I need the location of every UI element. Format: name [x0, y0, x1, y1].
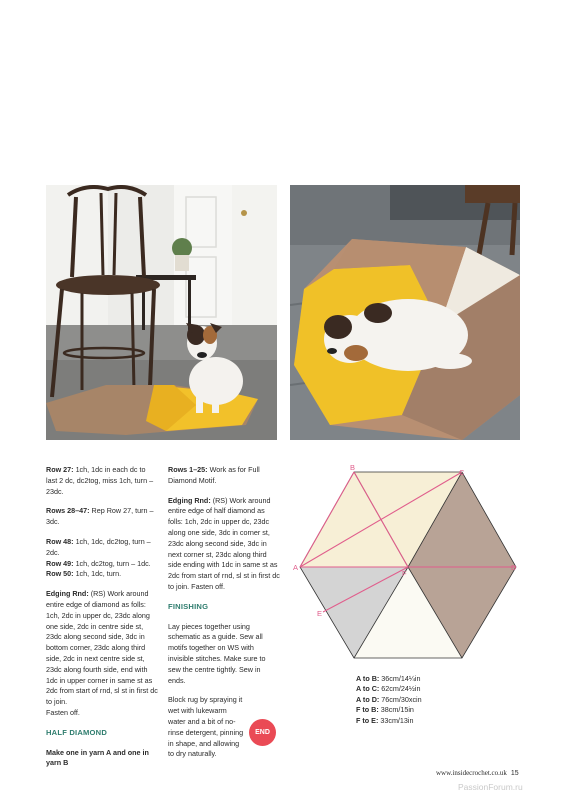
edging-round-paragraph: [46, 589, 158, 719]
half-edging-round-paragraph: [168, 496, 280, 593]
rows-1-25-paragraph: [168, 465, 280, 487]
label-e: E: [317, 609, 323, 618]
blocking-paragraph: Block rug by spraying it wet with lukewarm water and a bit of no-rinse detergent, pinning in shape, and allowing to dry naturally.: [168, 695, 244, 759]
footer-site: www.insidecrochet.co.uk: [436, 769, 507, 777]
measurement-label: A to C:: [356, 684, 380, 694]
page-number: 15: [510, 770, 519, 777]
measurement-value: 33cm/13in: [380, 715, 414, 725]
measurement-label: F to B:: [356, 705, 379, 715]
label-f: F: [402, 569, 407, 578]
measurement-value: 36cm/14¼in: [381, 674, 421, 683]
measurement-row: [356, 684, 422, 694]
half-diamond-subheading: Make one in yarn A and one in yarn B: [46, 747, 149, 768]
end-badge: END: [249, 719, 276, 746]
instructions-column-left: [46, 465, 158, 778]
measurement-label: A to B:: [356, 674, 380, 683]
photo-dog-sitting-on-rug: [46, 185, 277, 440]
half-diamond-heading: HALF DIAMOND: [46, 727, 108, 737]
row-text: 1ch, dc2tog, turn – 1dc.: [75, 558, 151, 568]
measurement-row: [356, 705, 422, 715]
finishing-heading: FINISHING: [168, 601, 209, 611]
finishing-paragraph: Lay pieces together using schematic as a guide. Sew all motifs together on WS with invisible stitches. Make sure to sew the centre tightly. Sew in ends.: [168, 621, 266, 685]
row-text: 1ch, 1dc in each dc to last 2 dc, dc2tog, miss 1ch, turn – 23dc.: [46, 465, 154, 496]
row-text: (RS) Work around entire edge of half diamond as folls: 1ch, 2dc in upper dc, 23dc along one side, 3dc in corner st, 23dc along second side, 3dc in next corner st, 23dc along third side ending with 1dc in same st as 2dc from start of rnd, sl st in first dc to join. Fasten off.: [168, 495, 280, 591]
measurement-value: 62cm/24½in: [381, 684, 421, 694]
row-text: 1ch, 1dc, dc2tog, turn – 2dc.: [46, 536, 151, 557]
row-label: Row 50:: [46, 569, 74, 579]
watermark: PassionForum.ru: [458, 782, 523, 792]
row-49-paragraph: [46, 559, 158, 570]
label-a: A: [293, 563, 299, 572]
hexagon-schematic-diagram: [293, 462, 523, 672]
row-label: Rows 1–25:: [168, 465, 208, 474]
row-label: Row 27:: [46, 465, 74, 474]
row-48-paragraph: [46, 537, 158, 559]
measurement-value: 38cm/15in: [380, 705, 414, 715]
measurement-row: [356, 716, 422, 726]
measurement-label: A to D:: [356, 694, 380, 704]
page-footer: [436, 769, 519, 777]
rows-28-47-paragraph: [46, 506, 158, 528]
row-label: Edging Rnd:: [46, 589, 89, 599]
row-text: Rep Row 27, turn – 3dc.: [46, 506, 154, 527]
label-c: C: [459, 468, 465, 477]
row-50-paragraph: [46, 569, 158, 580]
label-d: D: [511, 563, 517, 572]
row-label: Row 48:: [46, 536, 74, 546]
row-text: 1ch, 1dc, turn.: [75, 569, 122, 579]
label-b: B: [350, 463, 356, 472]
row-27-paragraph: [46, 465, 158, 497]
row-text: Work as for Full Diamond Motif.: [168, 465, 260, 485]
fasten-off-text: Fasten off.: [46, 707, 80, 717]
measurement-label: F to E:: [356, 715, 379, 725]
measurements-list: [356, 674, 422, 726]
row-label: Edging Rnd:: [168, 495, 211, 505]
row-label: Rows 28–47:: [46, 506, 90, 516]
row-label: Row 49:: [46, 558, 74, 568]
measurement-row: [356, 674, 422, 684]
measurement-row: [356, 695, 422, 705]
row-text: (RS) Work around entire edge of diamond as folls: 1ch, 2dc in upper dc, 23dc along one side, 2dc in centre side st, 23dc along second side, 3dc in bottom corner, 23dc along third side, 2dc in next centre side st, 23dc along fourth side, end with 1dc in upper corner in same st as 2dc from start of rnd, sl st in first dc to join.: [46, 589, 158, 707]
measurement-value: 76cm/30xcin: [381, 694, 422, 704]
photo-dog-lying-on-rug: [290, 185, 520, 440]
